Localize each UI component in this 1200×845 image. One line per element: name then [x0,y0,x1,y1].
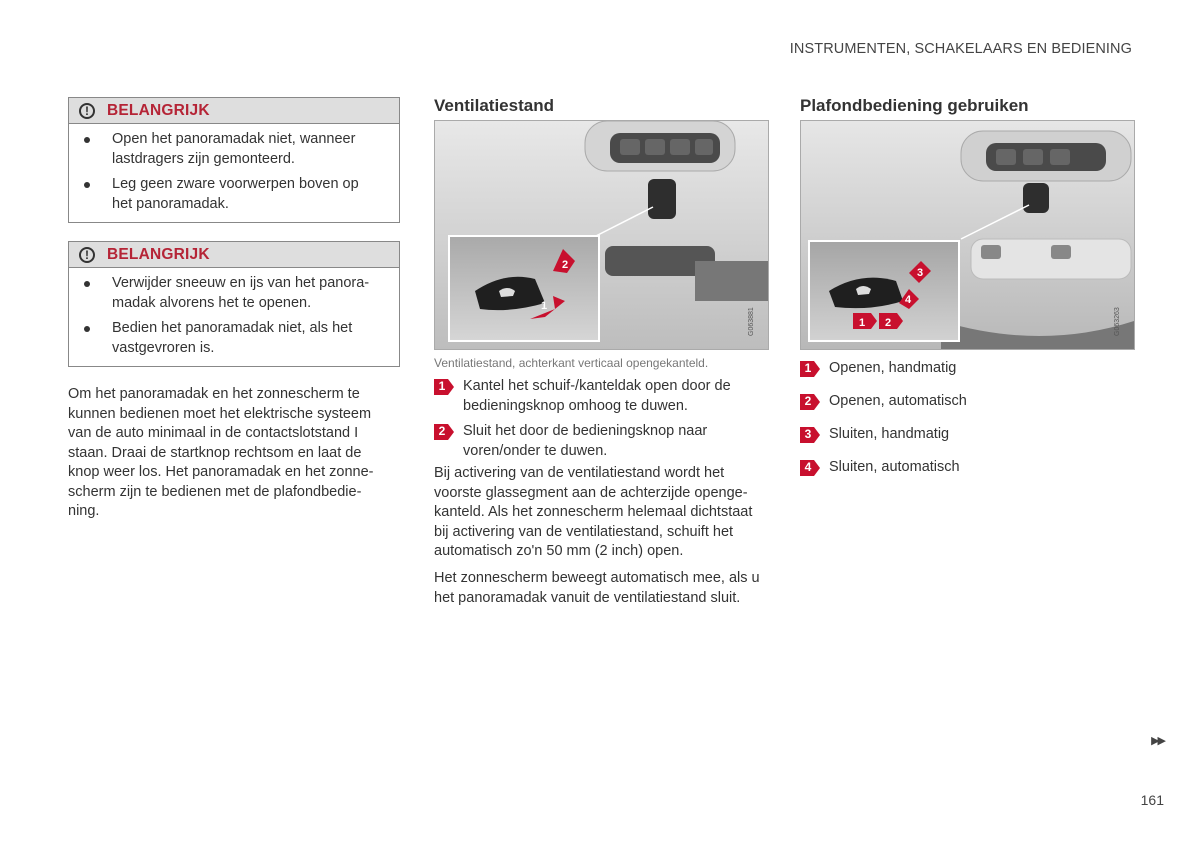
page-header-title: INSTRUMENTEN, SCHAKELAARS EN BEDIENING [789,41,1132,57]
list-item: 1 Openen, handmatig [800,359,1130,379]
warning-box-1 [68,97,400,223]
image-caption: Ventilatiestand, achterkant verticaal opengekanteld. [434,356,709,370]
section-heading-plafondbediening: Plafondbediening gebruiken [800,96,1029,115]
section-heading-ventilatiestand: Ventilatiestand [434,96,554,115]
double-arrow-right-icon[interactable]: ▶▶ [1151,735,1164,747]
list-item: 4 Sluiten, automatisch [800,458,1130,478]
ventilation-paragraph: Het zonnescherm beweegt automatisch mee, als u het panoramadak vanuit de ventilatiestand sluit. [434,570,760,606]
step-item: 2 Sluit het door de bedieningsknop naar voren/onder te duwen. [434,422,759,461]
step-item: 1 Kantel het schuif-/kanteldak open door de bedieningsknop omhoog te duwen. [434,377,759,416]
ceiling-control-illustration [801,121,1134,349]
warning-title: BELANGRIJK [107,245,210,263]
image-code: G063881 [748,307,755,336]
list-item: Verwijder sneeuw en ijs van het panora-madak alvorens het te openen. [79,274,389,313]
exclamation-icon: ! [79,247,95,263]
step-number-badge-icon: 2 [434,424,454,440]
ventilation-photo [434,120,769,350]
step-number-badge-icon: 4 [800,460,820,476]
image-code: G063263 [1114,307,1121,336]
intro-paragraph: Om het panoramadak en het zonnescherm te kunnen bedienen moet het elektrische systeem van de auto minimaal in de contactslotstand I staan. Draai de startknop rechtsom en laat de knop weer los. Het panoramadak en het zonne-scherm zijn te bedienen met de plafondbedie-ning. [68,386,374,519]
exclamation-icon: ! [79,103,95,119]
image-label: 3 [917,267,924,279]
image-label: 1 [859,317,866,329]
page-number: 161 [1140,792,1164,808]
list-item: Bedien het panoramadak niet, als het vastgevroren is. [79,319,389,358]
image-label: 2 [562,259,569,271]
warning-title: BELANGRIJK [107,101,210,119]
list-item: Open het panoramadak niet, wanneer lastdragers zijn gemonteerd. [79,130,389,169]
list-item: 3 Sluiten, handmatig [800,425,1130,445]
step-number-badge-icon: 2 [800,394,820,410]
ventilation-illustration [435,121,768,349]
warning-box-2 [68,241,400,367]
image-label: 4 [905,294,912,306]
list-item: Leg geen zware voorwerpen boven op het panoramadak. [79,175,389,214]
image-label: 1 [541,300,548,312]
list-item: 2 Openen, automatisch [800,392,1130,412]
warning-header [69,242,399,268]
step-number-badge-icon: 1 [800,361,820,377]
step-number-badge-icon: 1 [434,379,454,395]
image-label: 2 [885,317,892,329]
ceiling-control-photo [800,120,1135,350]
ventilation-paragraph: Bij activering van de ventilatiestand wordt het voorste glassegment aan de achterzijde openge-kanteld. Als het zonnescherm helemaal dichtstaat bij activering van de ventilatiestand, schuift het automatisch zo'n 50 mm (2 inch) open. [434,465,753,559]
step-number-badge-icon: 3 [800,427,820,443]
warning-header [69,98,399,124]
